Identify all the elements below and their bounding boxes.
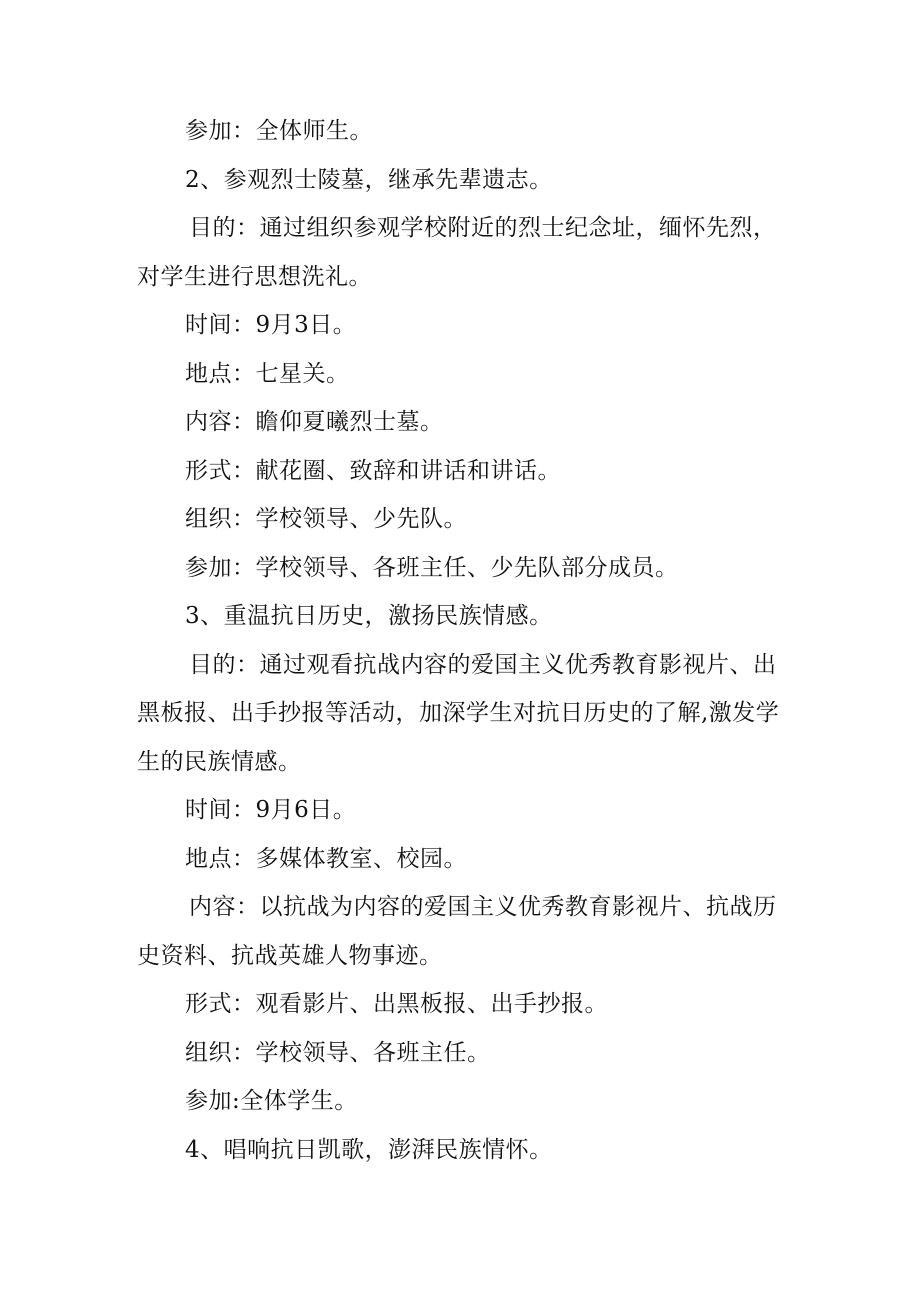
paragraph-organizer-2: 组织：学校领导、少先队。 [185, 506, 467, 532]
paragraph-participants-3: 参加:全体学生。 [185, 1088, 358, 1114]
paragraph-purpose-2: 目的：通过组织参观学校附近的烈士纪念址，缅怀先烈，对学生进行思想洗礼。 [137, 215, 777, 290]
document-body [137, 107, 797, 1174]
paragraph-content-3: 内容：以抗战为内容的爱国主义优秀教育影视片、抗战历史资料、抗战英雄人物事迹。 [137, 894, 777, 969]
paragraph-heading-2: 2、参观烈士陵墓，继承先辈遗志。 [185, 166, 553, 193]
paragraph-participants-1: 参加：全体师生。 [185, 118, 373, 144]
paragraph-heading-3: 3、重温抗日历史，激扬民族情感。 [185, 603, 553, 629]
paragraph-content-2: 内容：瞻仰夏曦烈士墓。 [185, 409, 444, 435]
paragraph-heading-4: 4、唱响抗日凯歌，澎湃民族情怀。 [185, 1136, 553, 1163]
paragraph-time-3: 时间：9月6日。 [185, 797, 357, 823]
paragraph-time-2: 时间：9月3日。 [185, 312, 357, 338]
paragraph-organizer-3: 组织：学校领导、各班主任。 [185, 1039, 491, 1066]
paragraph-format-3: 形式：观看影片、出黑板报、出手抄报。 [185, 991, 608, 1017]
paragraph-participants-2: 参加：学校领导、各班主任、少先队部分成员。 [185, 554, 679, 581]
paragraph-location-3: 地点：多媒体教室、校园。 [185, 845, 467, 872]
paragraph-format-2: 形式：献花圈、致辞和讲话和讲话。 [185, 457, 561, 484]
paragraph-location-2: 地点：七星关。 [185, 360, 350, 387]
paragraph-purpose-3: 目的：通过观看抗战内容的爱国主义优秀教育影视片、出黑板报、出手抄报等活动，加深学生对抗日历史的了解,激发学生的民族情感。 [137, 651, 780, 775]
